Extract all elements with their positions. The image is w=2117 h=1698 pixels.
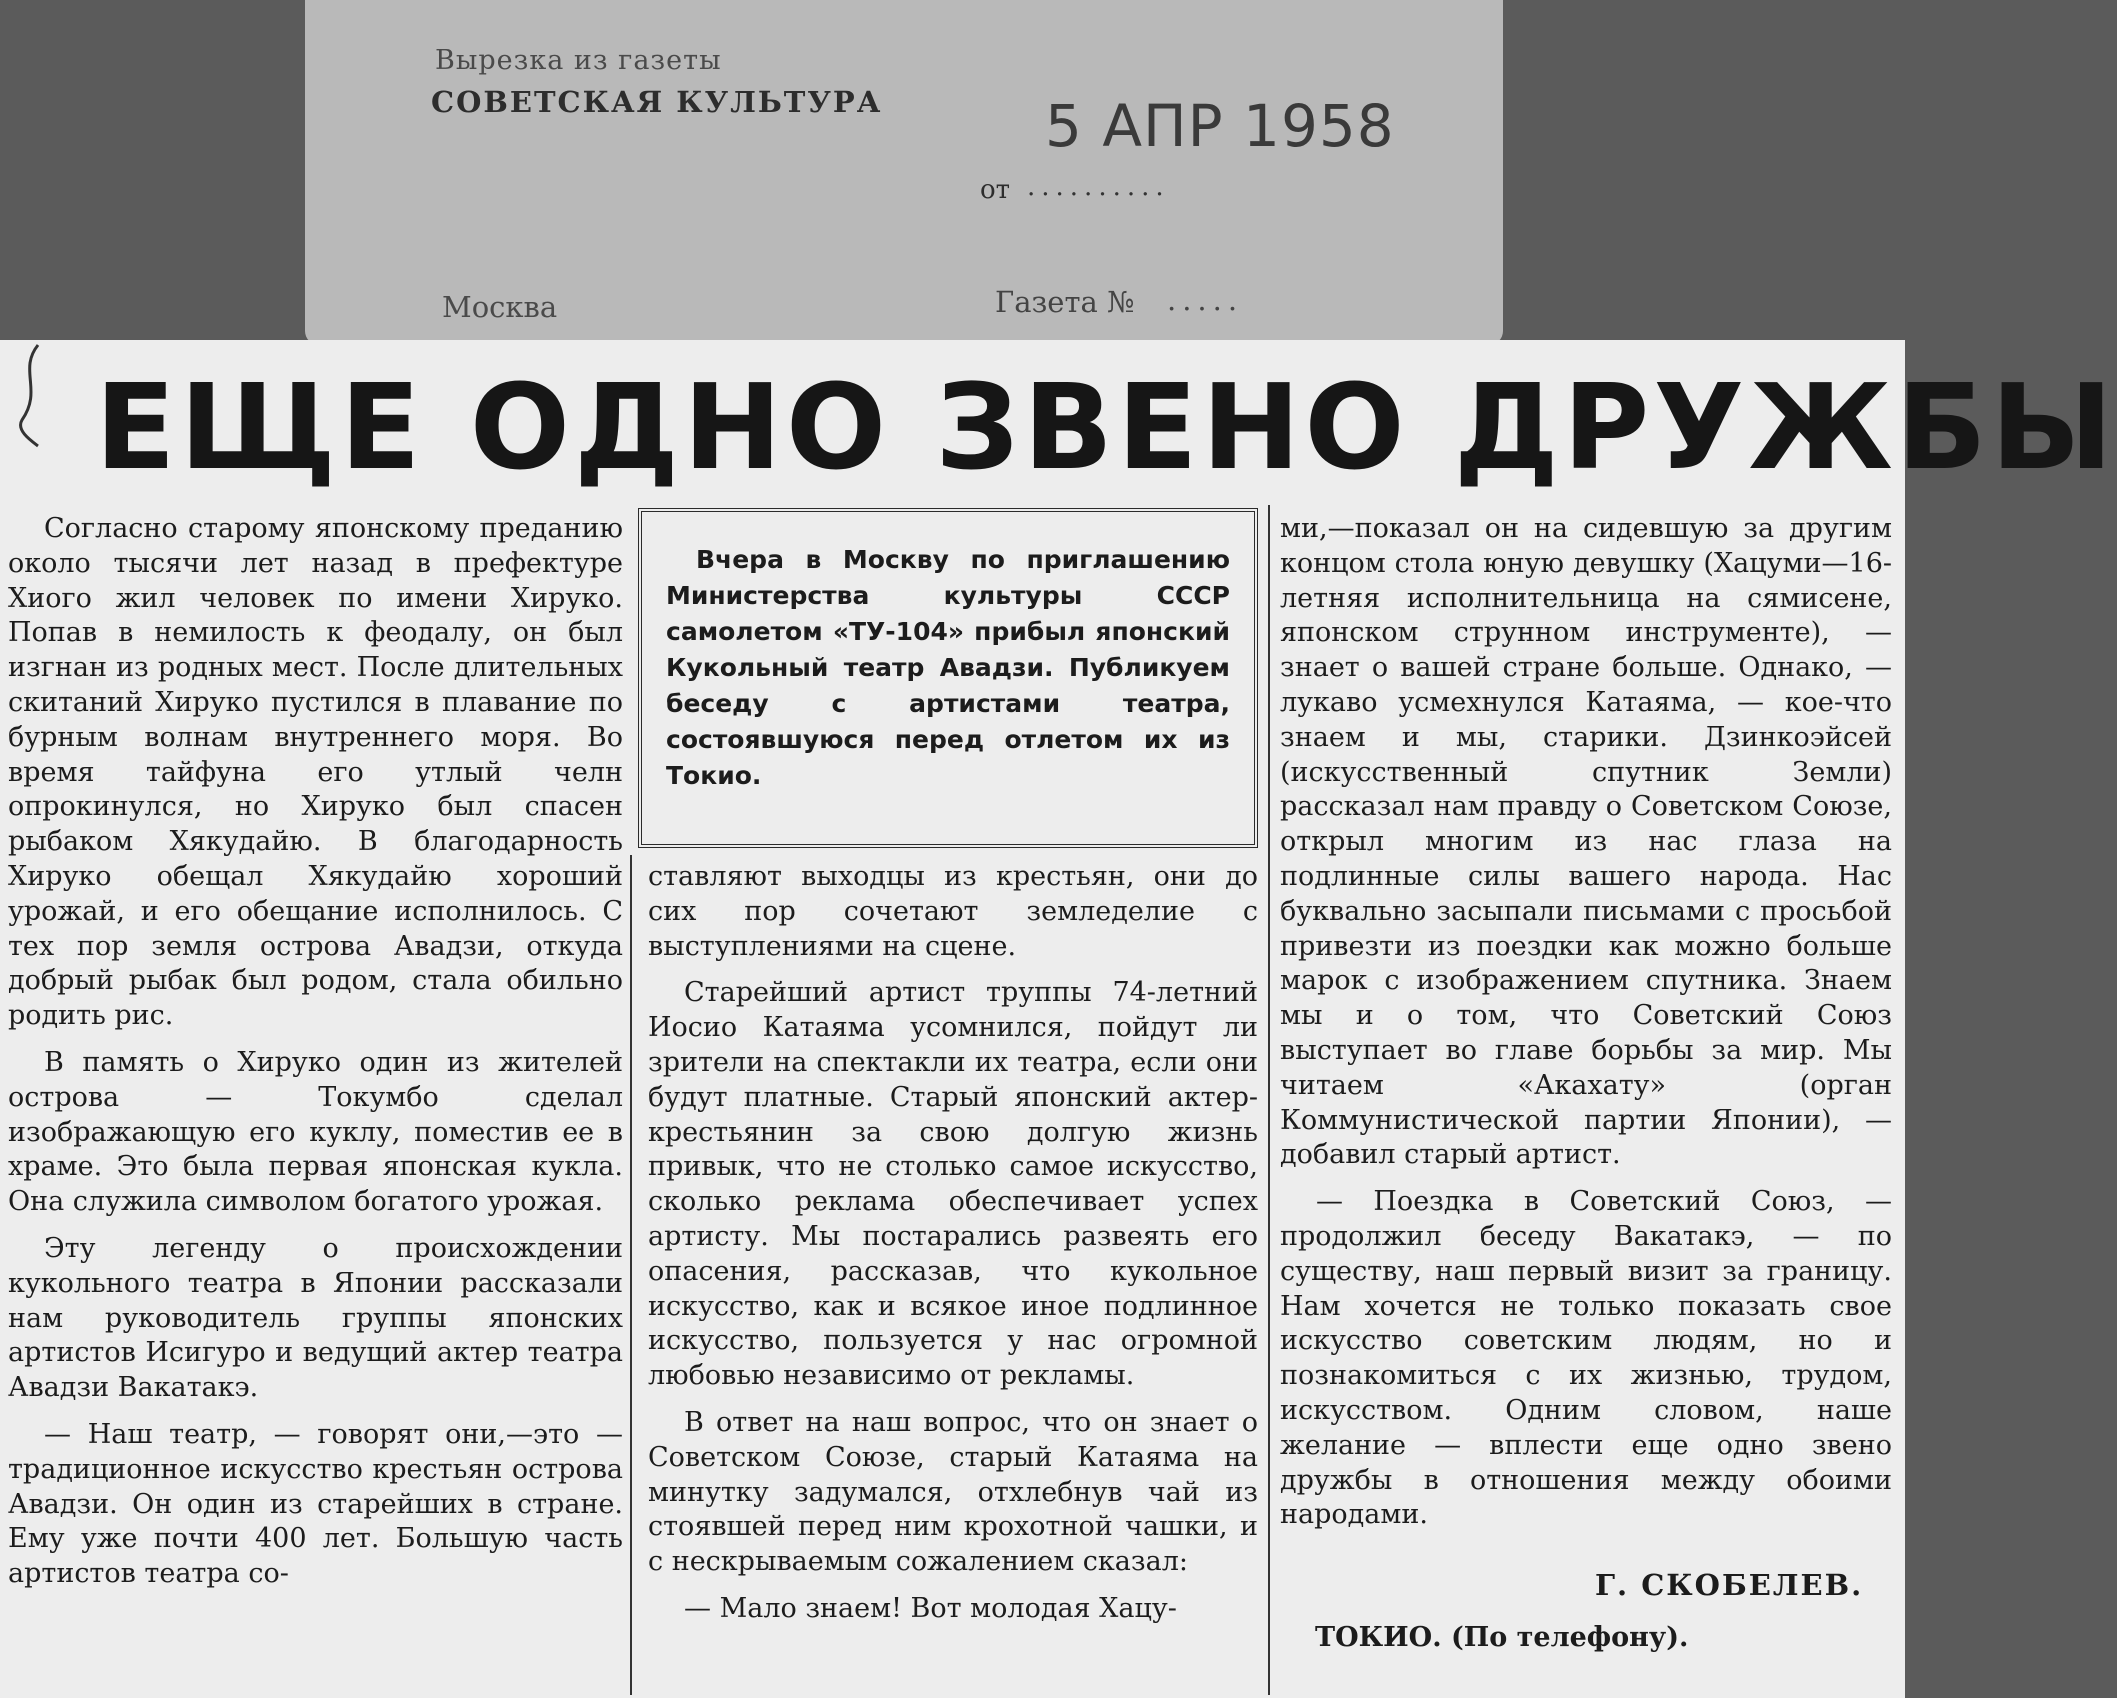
paragraph: — Наш театр, — говорят они,—это — традиционное искусство крестьян острова Авадзи. Он один из старейших в стране. Ему уже почти 400 лет. Большую часть артистов театра со- bbox=[8, 1418, 623, 1590]
date-stamp: 5 АПР 1958 bbox=[1045, 92, 1395, 160]
clipping-label-card bbox=[305, 0, 1503, 345]
paragraph: Эту легенду о происхождении кукольного театра в Японии рассказали нам руководитель группы японских артистов Исигуро и ведущий актер театра Авадзи Вакатакэ. bbox=[8, 1232, 623, 1404]
paragraph: В память о Хируко один из жителей острова — Токумбо сделал изображающую его куклу, поместив ее в храме. Это была первая японская кукла. Она служила символом богатого урожая. bbox=[8, 1046, 623, 1218]
paragraph: — Мало знаем! Вот молодая Хацу- bbox=[684, 1592, 1177, 1624]
column-divider bbox=[630, 855, 632, 1695]
clipping-source-caption: Вырезка из газеты bbox=[435, 45, 722, 76]
from-label: от bbox=[980, 175, 1011, 205]
city-label: Москва bbox=[442, 290, 558, 324]
paragraph: Старейший артист труппы 74-летний Иосио Катаяма усомнился, пойдут ли зрители на спектакли их театра, если они будут платные. Старый японский актер-крестьянин за свою долгую жизнь привык, что не столько самое искусство, сколько реклама обеспечивает успех артисту. Мы постарались развеять его опасения, рассказав, что кукольное искусство, как и всякое иное подлинное искусство, пользуется у нас огромной любовью независимо от рекламы. bbox=[648, 977, 1258, 1392]
pencil-mark-icon bbox=[8, 340, 48, 450]
article-column-2 bbox=[648, 860, 1258, 1639]
paragraph: Согласно старому японскому преданию около тысячи лет назад в префектуре Хиого жил человек по имени Хируко. Попав в немилость к феодалу, он был изгнан из родных мест. После длительных скитаний Хируко пустился в плавание по бурным волнам внутреннего моря. Во время тайфуна его утлый челн опрокинулся, но Хируко был спасен рыбаком Хякудайю. В благодарность Хируко обещал Хякудайю хороший урожай, и его обещание исполнилось. С тех пор земля острова Авадзи, откуда добрый рыбак был родом, стала обильно родить рис. bbox=[8, 513, 623, 1032]
author-signature: Г. СКОБЕЛЕВ. bbox=[1595, 1568, 1864, 1602]
article-headline: ЕЩЕ ОДНО ЗВЕНО ДРУЖБЫ bbox=[95, 358, 2117, 496]
article-column-3 bbox=[1280, 512, 1892, 1545]
newspaper-number-dots: ..... bbox=[1167, 283, 1244, 317]
from-dots: .......... bbox=[1027, 172, 1170, 202]
article-column-1 bbox=[8, 512, 623, 1604]
paragraph: ми,—показал он на сидевшую за другим концом стола юную девушку (Хацуми—16-летняя исполнительница на сямисене, японском струнном инструменте), — знает о вашей стране больше. Однако, — лукаво усмехнулся Катаяма, — кое-что знаем и мы, старики. Дзинкоэйсей (искусственный спутник Земли) рассказал нам правду о Советском Союзе, открыл многим из нас глаза на подлинные силы вашего народа. Нас буквально засыпали письмами с просьбой привезти из поездки как можно больше марок с изображением спутника. Знаем мы и о том, что Советский Союз выступает во главе борьбы за мир. Мы читаем «Акахату» (орган Коммунистической партии Японии), — добавил старый артист. bbox=[1280, 513, 1892, 1171]
paragraph: ставляют выходцы из крестьян, они до сих пор сочетают земледелие с выступлениями на сцене. bbox=[648, 861, 1258, 962]
newspaper-clipping bbox=[0, 340, 2117, 1698]
paragraph: — Поездка в Советский Союз, — продолжил беседу Вакатакэ, — по существу, наш первый визит за границу. Нам хочется не только показать свое искусство советским людям, но и познакомиться с их жизнью, трудом, искусством. Одним словом, наше желание — вплести еще одно звено дружбы в отношения между обоими народами. bbox=[1280, 1186, 1892, 1531]
newspaper-name: СОВЕТСКАЯ КУЛЬТУРА bbox=[431, 85, 883, 119]
intro-text: Вчера в Москву по приглашению Министерства культуры СССР самолетом «ТУ-104» прибыл японский Кукольный театр Авадзи. Публикуем беседу с артистами театра, состоявшуюся перед отлетом их из Токио. bbox=[666, 545, 1230, 790]
intro-box bbox=[638, 508, 1258, 848]
dateline: ТОКИО. (По телефону). bbox=[1315, 1622, 1689, 1653]
column-divider bbox=[1268, 505, 1270, 1695]
paragraph: В ответ на наш вопрос, что он знает о Советском Союзе, старый Катаяма на минутку задумался, отхлебнув чай из стоявшей перед ним крохотной чашки, и с нескрываемым сожалением сказал: bbox=[648, 1406, 1258, 1578]
newspaper-number-label: Газета № bbox=[995, 285, 1135, 319]
